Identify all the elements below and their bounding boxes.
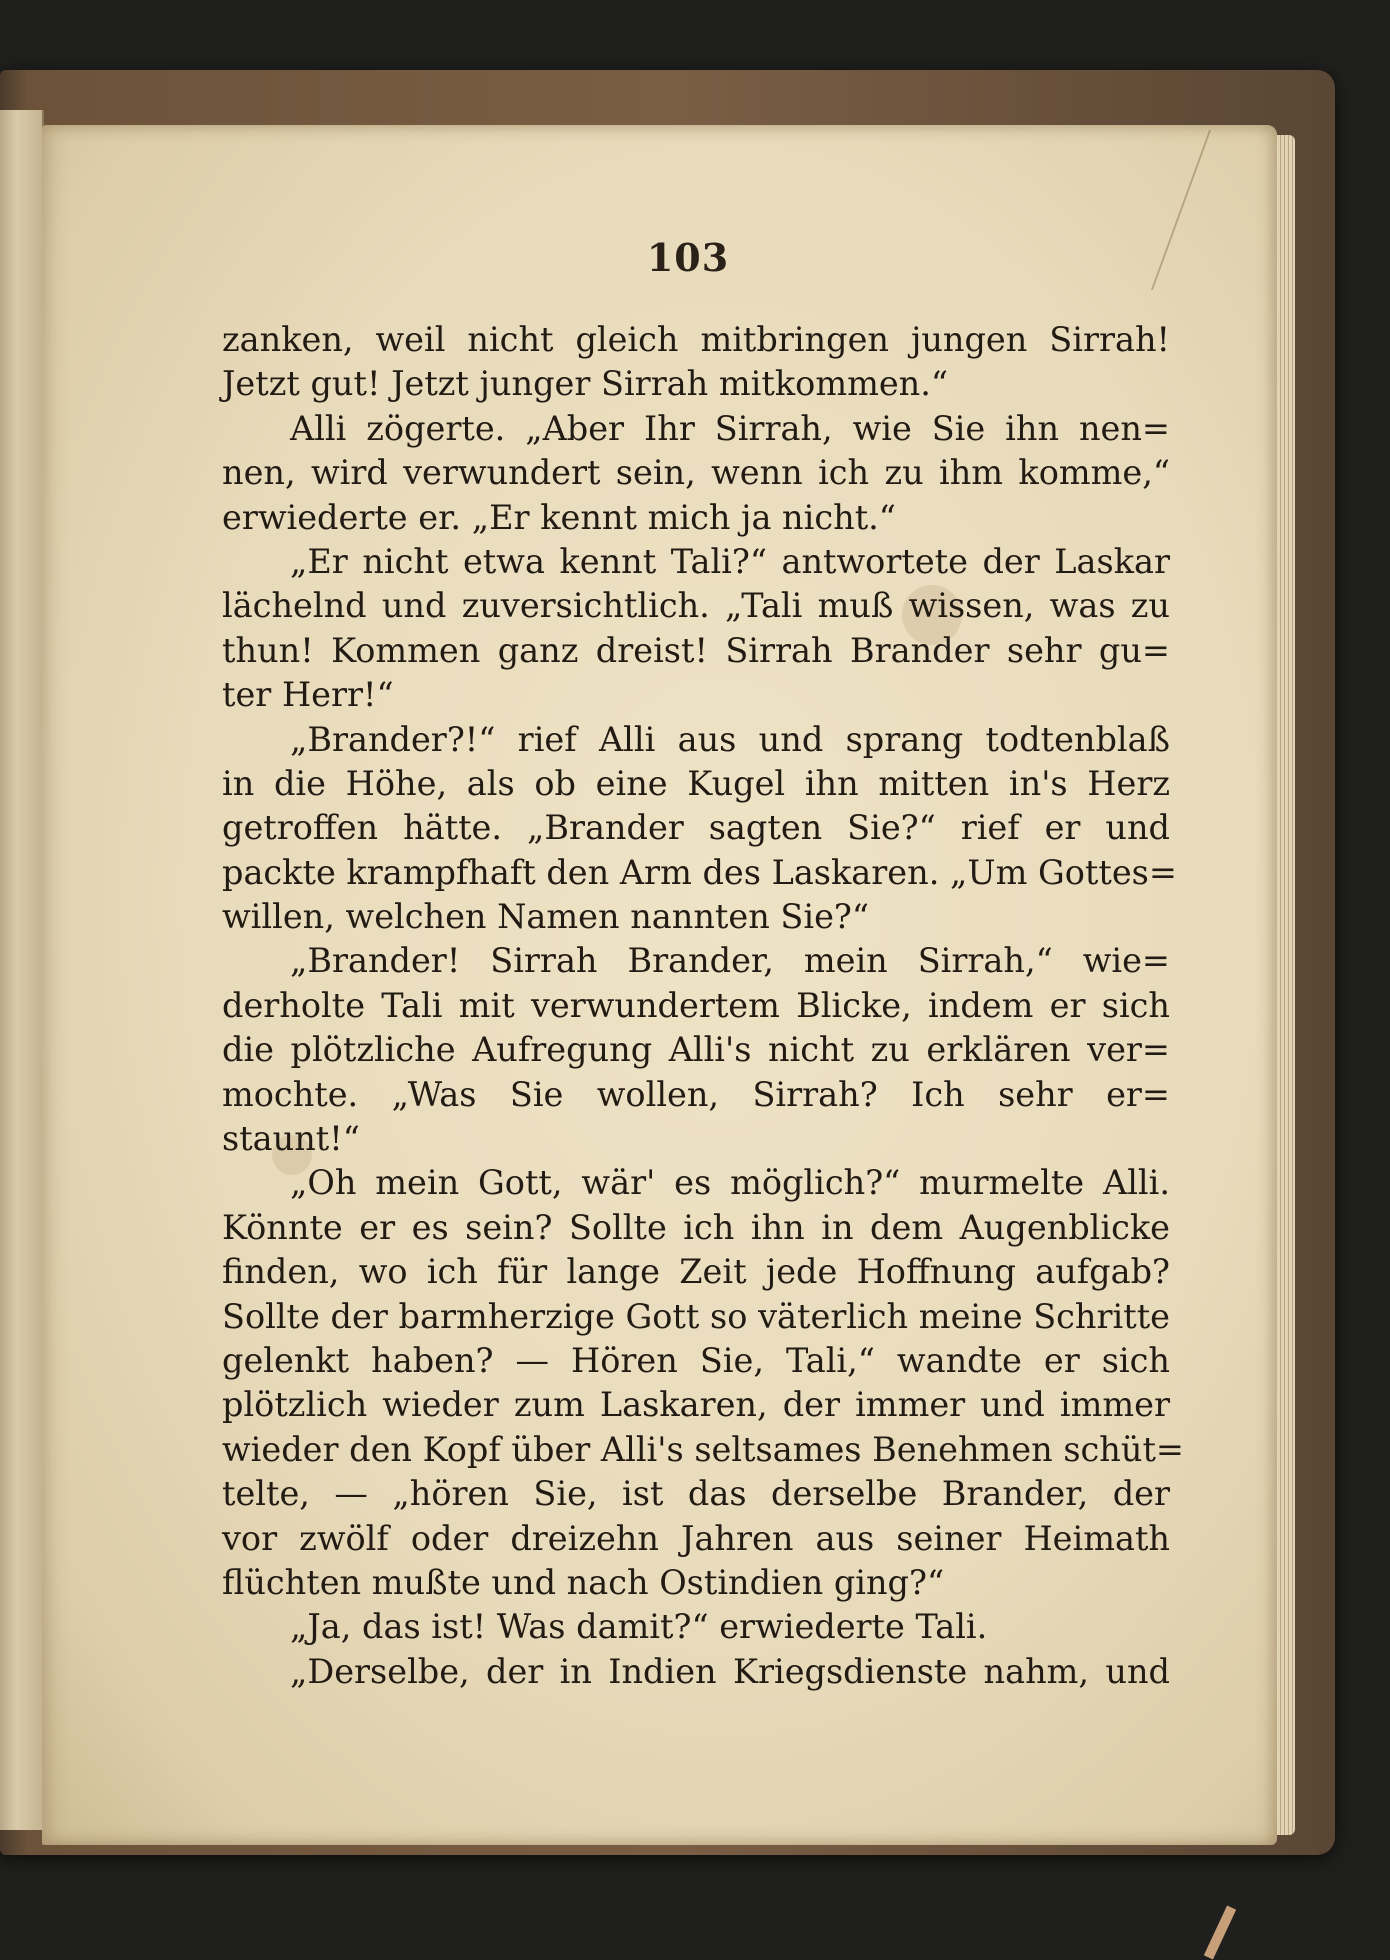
text-line: erwiederte er. „Er kennt mich ja nicht.“	[222, 497, 896, 537]
text-line: Sollte der barmherzige Gott so väterlich meine Schritte	[222, 1296, 1170, 1336]
left-page-edge	[0, 110, 44, 1830]
text-line: lächelnd und zuversichtlich. „Tali muß wissen, was zu	[222, 586, 1170, 626]
text-line: thun! Kommen ganz dreist! Sirrah Brander sehr gu=	[222, 630, 1170, 670]
text-line: packte krampfhaft den Arm des Laskaren. „Um Gottes=	[222, 852, 1177, 892]
text-line: Könnte er es sein? Sollte ich ihn in dem Augenblicke	[222, 1207, 1170, 1247]
text-line: „Brander! Sirrah Brander, mein Sirrah,“ wie=	[290, 941, 1170, 981]
text-line: zanken, weil nicht gleich mitbringen jungen Sirrah!	[222, 320, 1170, 359]
text-line: „Ja, das ist! Was damit?“ erwiederte Tali.	[290, 1607, 988, 1647]
text-line: „Derselbe, der in Indien Kriegsdienste nahm, und	[290, 1651, 1170, 1691]
page-number: 103	[646, 235, 730, 280]
text-line: „Er nicht etwa kennt Tali?“ antwortete der Laskar	[290, 541, 1170, 581]
text-line: in die Höhe, als ob eine Kugel ihn mitten in's Herz	[222, 763, 1170, 803]
text-line: Alli zögerte. „Aber Ihr Sirrah, wie Sie ihn nen=	[290, 408, 1170, 448]
text-line: vor zwölf oder dreizehn Jahren aus seiner Heimath	[222, 1518, 1170, 1558]
text-line: finden, wo ich für lange Zeit jede Hoffnung aufgab?	[222, 1252, 1170, 1292]
text-line: ter Herr!“	[222, 675, 394, 715]
text-line: Jetzt gut! Jetzt junger Sirrah mitkommen.“	[222, 364, 949, 404]
page-stack-edge	[1277, 135, 1295, 1835]
text-line: staunt!“	[222, 1119, 360, 1159]
text-line: wieder den Kopf über Alli's seltsames Benehmen schüt=	[222, 1429, 1184, 1469]
text-line: willen, welchen Namen nannten Sie?“	[222, 897, 870, 937]
text-line: gelenkt haben? — Hören Sie, Tali,“ wandte er sich	[222, 1340, 1170, 1380]
text-line: derholte Tali mit verwundertem Blicke, indem er sich	[222, 985, 1170, 1025]
text-line: die plötzliche Aufregung Alli's nicht zu erklären ver=	[222, 1030, 1170, 1070]
background-scratch	[1204, 1905, 1236, 1959]
text-line: nen, wird verwundert sein, wenn ich zu ihm komme,“	[222, 453, 1170, 493]
text-line: „Brander?!“ rief Alli aus und sprang todtenblaß	[290, 719, 1170, 759]
text-line: getroffen hätte. „Brander sagten Sie?“ rief er und	[222, 808, 1170, 848]
text-line: mochte. „Was Sie wollen, Sirrah? Ich sehr er=	[222, 1074, 1170, 1114]
text-line: „Oh mein Gott, wär' es möglich?“ murmelte Alli.	[290, 1163, 1170, 1203]
text-line: plötzlich wieder zum Laskaren, der immer und immer	[222, 1385, 1170, 1425]
text-line: telte, — „hören Sie, ist das derselbe Brander, der	[222, 1474, 1170, 1514]
text-line: flüchten mußte und nach Ostindien ging?“	[222, 1562, 945, 1602]
body-text	[222, 318, 1184, 1694]
